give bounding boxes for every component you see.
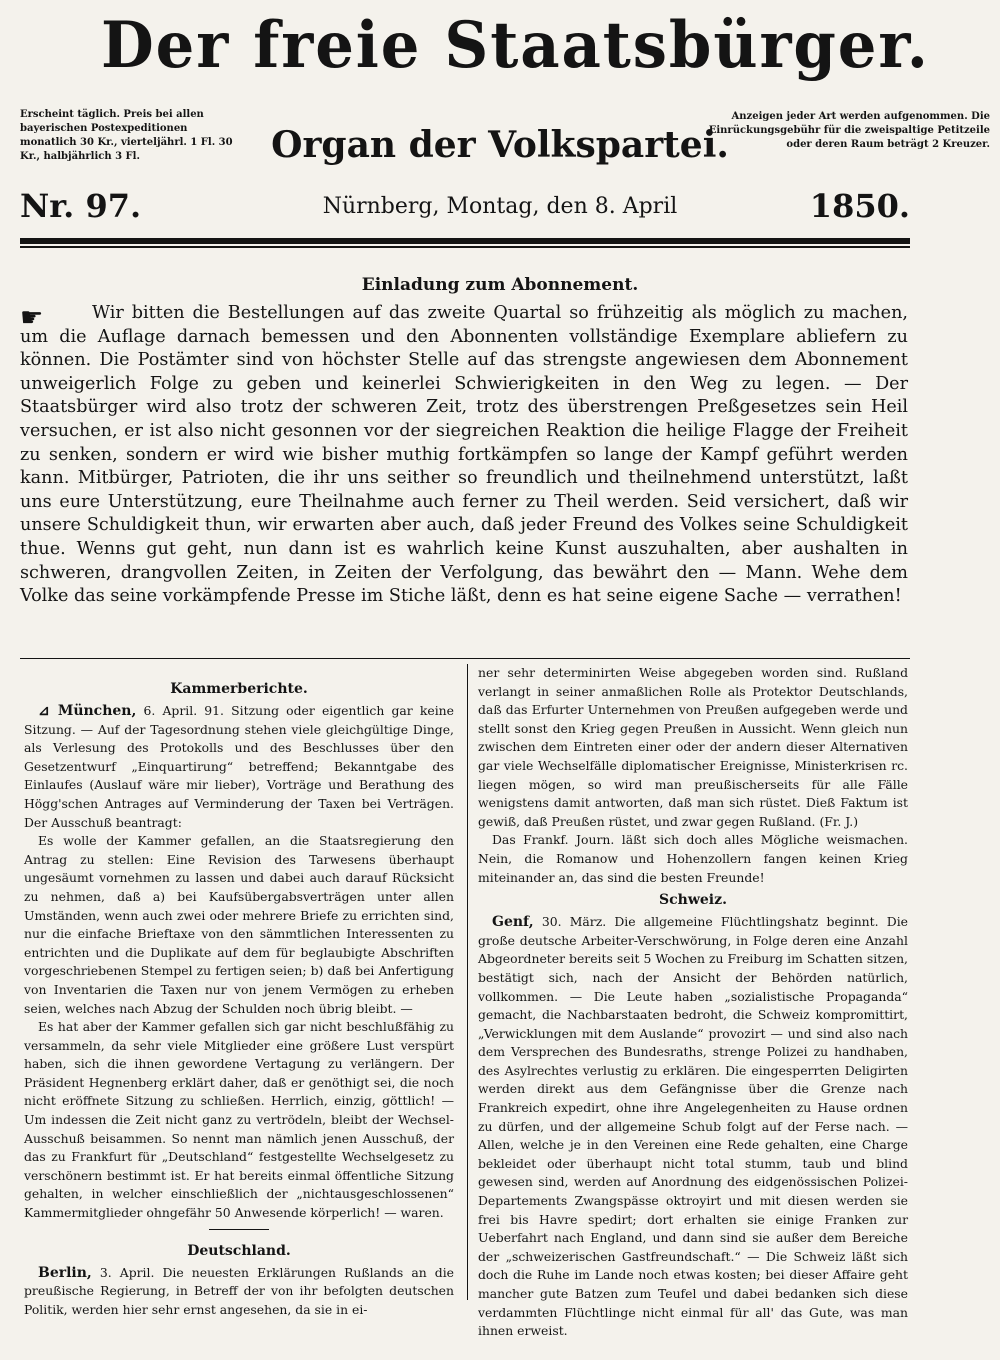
newspaper-title: Der freie Staatsbürger. bbox=[101, 8, 930, 83]
column-divider bbox=[467, 664, 468, 1300]
section-heading-deutschland: Deutschland. bbox=[187, 1242, 291, 1259]
section-divider bbox=[20, 658, 910, 659]
pointing-hand-icon: ☛ bbox=[20, 303, 44, 333]
newspaper-subtitle: Organ der Volkspartei. bbox=[271, 124, 729, 166]
article-lead-berlin: Berlin, bbox=[38, 1264, 92, 1281]
advertising-info: Anzeigen jeder Art werden aufgenommen. Die Einrückungsgebühr für die zweispaltige Petitzeile oder deren Raum beträgt 2 Kreuzer. bbox=[708, 111, 990, 150]
article-lead-genf: Genf, bbox=[492, 914, 534, 931]
heading-rule bbox=[209, 1229, 269, 1230]
article-paragraph bbox=[24, 702, 454, 832]
article-text: 6. April. 91. Sitzung oder eigentlich gar keine Sitzung. — Auf der Tagesordnung stehen viele gleichgültige Dinge, als Verlesung des Protokolls und des Beschlusses über den Gesetzentwurf „Einquartirung“ betreffend; Bekanntgabe des Einlaufes (Auslauf wäre mir lieber), Vorträge und Berathung des Högg'schen Antrages auf Verminderung der Taxen bei Verträgen. Der Ausschuß beantragt: bbox=[24, 703, 454, 830]
article-paragraph: Es hat aber der Kammer gefallen sich gar nicht beschlußfähig zu versammeln, da sehr viele Mitglieder eine größere Lust verspürt haben, sich die ihnen gewordene Vertagung zu verlängern. Der Präsident Hegnenberg erklärt daher, daß er genöthigt sei, die noch nicht eröffnete Sitzung zu schließen. Herrlich, einzig, göttlich! — Um indessen die Zeit nicht ganz zu vertrödeln, bleibt der Wechsel-Ausschuß beisammen. So nennt man nämlich jenen Ausschuß, der das zu Frankfurt für „Deutschland“ festgestellte Wechselgesetz zu verschönern bestimmt ist. Er hat bereits einmal öffentliche Sitzung gehalten, in welcher einschließlich der „nichtausgeschlossenen“ Kammermitglieder ohngefähr 50 Anwesende körperlich! — waren. bbox=[24, 1019, 454, 1221]
masthead-rule bbox=[20, 238, 910, 248]
section-heading-kammerberichte: Kammerberichte. bbox=[170, 681, 308, 697]
notice-title: Einladung zum Abonnement. bbox=[361, 275, 639, 295]
left-column bbox=[24, 676, 454, 1319]
right-column bbox=[478, 664, 908, 1341]
article-lead-muenchen: ⊿ München, bbox=[38, 703, 137, 719]
issue-number: Nr. 97. bbox=[20, 187, 142, 225]
issue-year: 1850. bbox=[809, 187, 910, 225]
article-paragraph bbox=[24, 1264, 454, 1320]
dateline: Nürnberg, Montag, den 8. April bbox=[322, 194, 678, 219]
article-paragraph bbox=[478, 913, 908, 1341]
article-text: 3. April. Die neuesten Erklärungen Rußlands an die preußische Regierung, in Betreff der von ihr befolgten deutschen Politik, werden hier sehr ernst angesehen, da sie in ei- bbox=[24, 1264, 454, 1317]
section-heading-schweiz: Schweiz. bbox=[659, 892, 727, 909]
subscription-info: Erscheint täglich. Preis bei allen bayerischen Postexpeditionen monatlich 30 Kr., vierteljährl. 1 Fl. 30 Kr., halbjährlich 3 Fl. bbox=[20, 109, 233, 162]
article-paragraph: Das Frankf. Journ. läßt sich doch alles Mögliche weismachen. Nein, die Romanow und Hohenzollern fangen keinen Krieg miteinander an, das sind die besten Freunde! bbox=[478, 832, 908, 885]
subscription-notice: Wir bitten die Bestellungen auf das zweite Quartal so frühzeitig als möglich zu machen, um die Auflage darnach bemessen und den Abonnenten vollständige Exemplare abliefern zu können. Die Postämter sind von höchster Stelle auf das strengste angewiesen dem Abonnement unweigerlich Folge zu geben und keinerlei Schwierigkeiten in den Weg zu legen. — Der Staatsbürger wird also trotz der schweren Zeit, trotz des überstrengen Preßgesetzes sein Heil versuchen, er ist also nicht gesonnen vor der siegreichen Reaktion die heilige Flagge der Freiheit zu senken, sondern er wird wie bisher muthig fortkämpfen so lange der Kampf geführt werden kann. Mitbürger, Patrioten, die ihr uns seither so freundlich und theilnehmend unterstützt, laßt uns eure Unterstützung, eure Theilnahme auch ferner zu Theil werden. Seid versichert, daß wir unsere Schuldigkeit thun, wir erwarten aber auch, daß jeder Freund des Volkes seine Schuldigkeit thue. Wenns gut geht, nun dann ist es wahrlich keine Kunst auszuhalten, aber aushalten in schweren, drangvollen Zeiten, in Zeiten der Verfolgung, das bewährt den — Mann. Wehe dem Volke das seine vorkämpfende Presse im Stiche läßt, denn es hat seine eigene Sache — verrathen! bbox=[20, 303, 908, 607]
article-paragraph: ner sehr determinirten Weise abgegeben worden sind. Rußland verlangt in seiner anmaßlichen Rolle als Protektor Deutschlands, daß das Erfurter Unternehmen von Preußen aufgegeben werde und stellt sonst den Krieg gegen Preußen in Aussicht. Wenn gleich nun zwischen dem Eintreten einer oder der andern dieser Alternativen gar viele Wechselfälle diplomatischer Ereignisse, Ministerkrisen rc. liegen mögen, so wird man preußischerseits für alle Fälle wenigstens damit antworten, daß man sich rüstet. Dieß Faktum ist gewiß, daß Preußen rüstet, und zwar gegen Rußland. (Fr. J.) bbox=[478, 665, 908, 829]
article-paragraph: Es wolle der Kammer gefallen, an die Staatsregierung den Antrag zu stellen: Eine Revision des Tarwesens überhaupt ungesäumt vornehmen zu lassen und dabei auch darauf Rücksicht zu nehmen, daß a) bei Kaufsübergabsverträgen unter allen Umständen, wenn auch zwei oder mehrere Briefe zu errichten sind, nur die einfache Brieftaxe von den sämmtlichen Interessenten zu entrichten und die Duplikate auf dem für beglaubigte Abschriften vorgeschriebenen Stempel zu fertigen seien; b) daß bei Anfertigung von Inventarien die Taxen nur von jenem Vermögen zu erheben seien, welches nach Abzug der Schulden noch übrig bleibt. — bbox=[24, 833, 454, 1016]
article-text: 30. März. Die allgemeine Flüchtlingshatz beginnt. Die große deutsche Arbeiter-Verschwörung, in Folge deren eine Anzahl Abgeordneter bereits seit 5 Wochen zu Freiburg im Schatten sitzen, bestätigt sich, nach der Ansicht der Behörden natürlich, vollkommen. — Die Leute haben „sozialistische Propaganda“ gemacht, die Nachbarstaaten bedroht, die Schweiz kompromittirt, „Verwicklungen mit dem Auslande“ provozirt — und sind also nach dem Versprechen des Bundesraths, strenge Polizei zu handhaben, des Asylrechtes verlustig zu erklären. Die eingesperrten Deligirten werden direkt aus dem Gefängnisse über die Grenze nach Frankreich expedirt, ohne ihre Angelegenheiten zu Hause ordnen zu dürfen, und der allgemeine Schub folgt auf der Ferse nach. — Allen, welche je in den Vereinen eine Rede gehalten, eine Charge bekleidet oder überhaupt nicht total stumm, taub und blind gewesen sind, werden auf Anordnung des eidgenössischen Polizei-Departements Zwangspässe oktroyirt und mit diesen werden sie frei bis Havre spedirt; dort erhalten sie einige Franken zur Ueberfahrt nach England, und dann sind sie außer dem Bereiche der „schweizerischen Gastfreundschaft.“ — Die Schweiz läßt sich doch die Ruhe im Lande noch etwas kosten; bei dieser Affaire geht mancher gute Batzen zum Teufel und dabei bedanken sich diese verdammten Flüchtlinge nicht einmal für all' das Gute, was man ihnen erweist. bbox=[478, 914, 908, 1339]
